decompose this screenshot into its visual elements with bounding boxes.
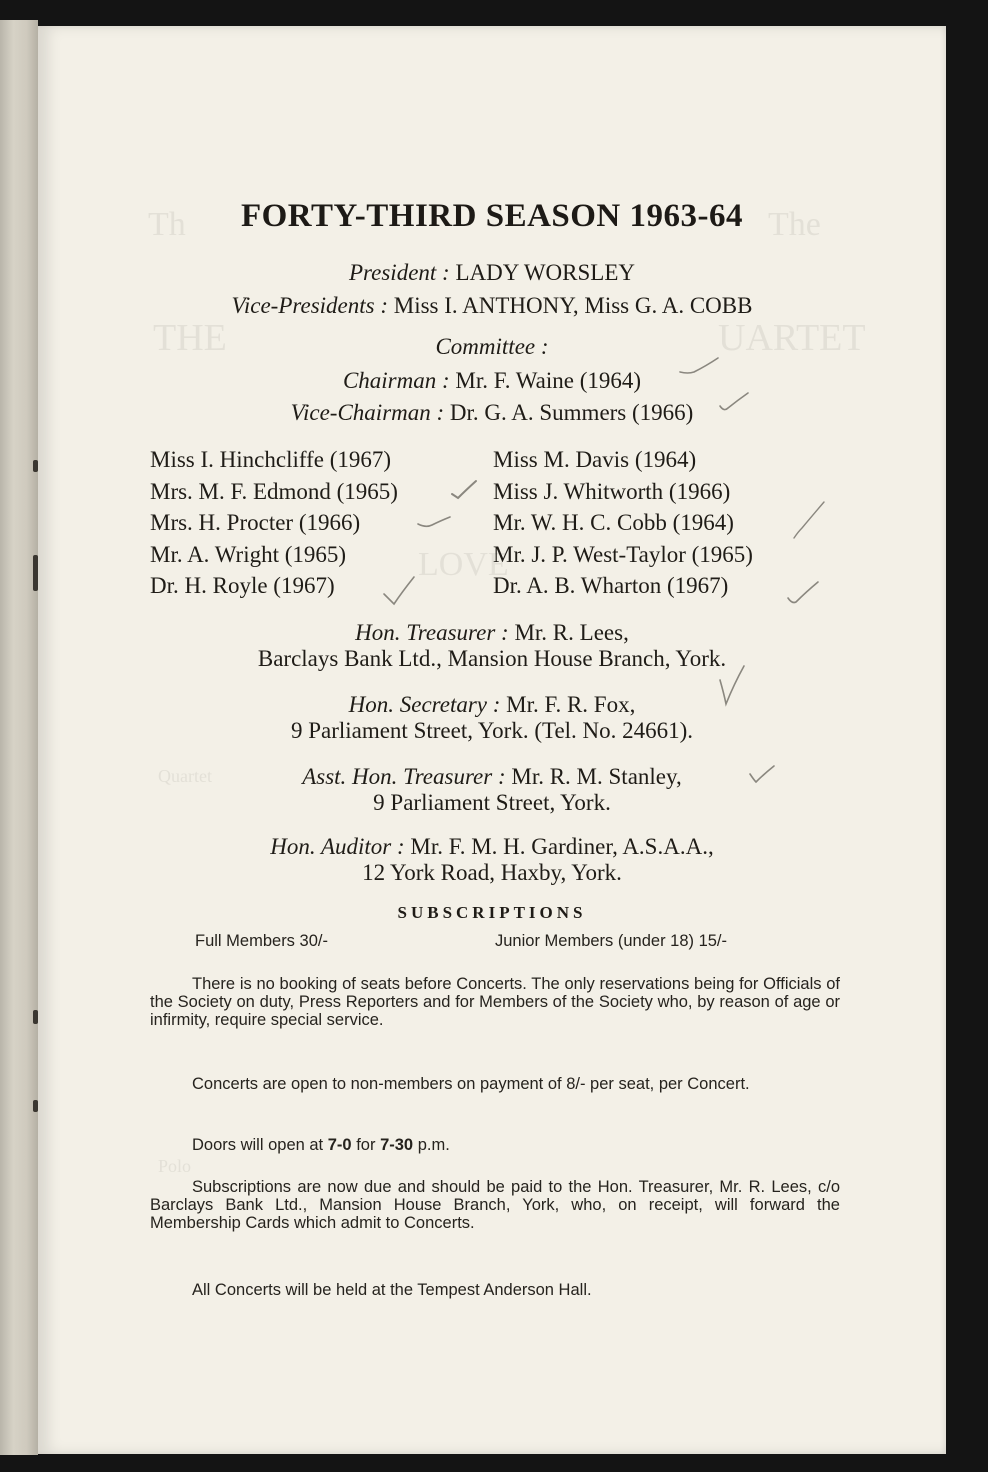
season-title: FORTY-THIRD SEASON 1963-64: [240, 198, 744, 234]
pencil-tick-icon: [416, 512, 452, 532]
pencil-tick-icon: [450, 478, 480, 502]
booking-note-text: There is no booking of seats before Concerts. The only reservations being for Officials of the Society on duty, Press Reporters and for Members of the Society who, by reason of age or infirmity, require special service.: [150, 975, 840, 1029]
previous-page-edge: [0, 20, 38, 1455]
assistant-treasurer-name: Mr. R. M. Stanley,: [511, 764, 682, 789]
chairman-label: Chairman :: [342, 368, 450, 393]
committee-list-left: [150, 444, 398, 602]
pencil-tick-icon: [748, 762, 778, 786]
committee-member: Dr. A. B. Wharton (1967): [493, 573, 729, 598]
full-members-fee: Full Members 30/-: [195, 932, 328, 950]
vice-chairman-line: [38, 398, 946, 428]
committee-member: Mrs. M. F. Edmond (1965): [150, 478, 398, 504]
auditor-address: 12 York Road, Haxby, York.: [362, 860, 622, 885]
non-members-note-text: Concerts are open to non-members on payment of 8/- per seat, per Concert.: [192, 1075, 750, 1093]
assistant-treasurer-block: [38, 764, 946, 816]
secretary-block: [38, 692, 946, 744]
committee-label: Committee :: [435, 334, 549, 359]
committee-member: Mr. A. Wright (1965): [150, 541, 347, 567]
doors-middle: for: [356, 1136, 376, 1154]
pencil-tick-icon: [382, 574, 418, 608]
committee-member: Miss M. Davis (1964): [493, 447, 697, 472]
treasurer-block: [38, 620, 946, 672]
venue-note: [150, 1281, 840, 1299]
president-label: President :: [349, 260, 450, 285]
treasurer-address: Barclays Bank Ltd., Mansion House Branch, York.: [257, 646, 727, 671]
assistant-treasurer-label: Asst. Hon. Treasurer :: [302, 764, 506, 789]
auditor-block: [38, 834, 946, 886]
pencil-tick-icon: [718, 662, 748, 708]
show-through-text: Polo: [158, 1156, 192, 1176]
pencil-tick-icon: [786, 578, 822, 608]
pencil-tick-icon: [718, 390, 752, 416]
show-through-text: LOVE: [418, 546, 509, 583]
secretary-label: Hon. Secretary :: [348, 692, 501, 717]
programme-page: [38, 26, 946, 1454]
show-through-text: Th: [148, 206, 186, 243]
subscriptions-heading: SUBSCRIPTIONS: [397, 903, 587, 922]
venue-note-text: All Concerts will be held at the Tempest Anderson Hall.: [192, 1281, 592, 1299]
vice-presidents-label: Vice-Presidents :: [231, 293, 388, 318]
committee-member: Mr. J. P. West-Taylor (1965): [493, 541, 753, 567]
show-through-text: The: [768, 206, 821, 243]
committee-member: Dr. H. Royle (1967): [150, 573, 335, 598]
payment-note: [150, 1178, 840, 1232]
concert-time: 7-30: [380, 1136, 414, 1154]
show-through-text: Quartet: [158, 766, 212, 786]
doors-suffix: p.m.: [417, 1136, 450, 1154]
chairman-name: Mr. F. Waine (1964): [455, 368, 642, 393]
payment-note-text: Subscriptions are now due and should be paid to the Hon. Treasurer, Mr. R. Lees, c/o Barclays Bank Ltd., Mansion House Branch, York, who, on receipt, will forward the Membership Cards which admit to Concerts.: [150, 1178, 840, 1232]
vice-chairman-label: Vice-Chairman :: [290, 400, 445, 425]
chairman-line: [38, 366, 946, 396]
doors-note: [150, 1136, 840, 1154]
secretary-name: Mr. F. R. Fox,: [506, 692, 636, 717]
committee-member: Mr. W. H. C. Cobb (1964): [493, 510, 734, 535]
president-line: [38, 258, 946, 288]
committee-member: Mrs. H. Procter (1966): [150, 510, 361, 535]
committee-member: Miss J. Whitworth (1966): [493, 478, 731, 504]
president-name: LADY WORSLEY: [455, 260, 635, 285]
auditor-name: Mr. F. M. H. Gardiner, A.S.A.A.,: [410, 834, 714, 859]
doors-open-time: 7-0: [327, 1136, 352, 1154]
non-members-note: [150, 1075, 840, 1093]
pencil-tick-icon: [678, 352, 720, 378]
vice-presidents-names: Miss I. ANTHONY, Miss G. A. COBB: [393, 293, 753, 318]
show-through-text: UARTET: [718, 317, 866, 359]
vice-presidents-line: [38, 291, 946, 321]
assistant-treasurer-address: 9 Parliament Street, York.: [373, 790, 611, 815]
booking-note: [150, 975, 840, 1029]
committee-heading: [38, 332, 946, 362]
treasurer-name: Mr. R. Lees,: [514, 620, 629, 645]
auditor-label: Hon. Auditor :: [270, 834, 405, 859]
treasurer-label: Hon. Treasurer :: [355, 620, 509, 645]
secretary-address: 9 Parliament Street, York. (Tel. No. 24661).: [290, 718, 694, 743]
doors-prefix: Doors will open at: [192, 1136, 324, 1154]
show-through-text: THE: [153, 317, 227, 359]
committee-member: Miss I. Hinchcliffe (1967): [150, 447, 392, 472]
junior-members-fee: Junior Members (under 18) 15/-: [495, 932, 728, 950]
vice-chairman-name: Dr. G. A. Summers (1966): [449, 400, 694, 425]
committee-list-right: [493, 444, 753, 602]
pencil-tick-icon: [788, 498, 828, 542]
